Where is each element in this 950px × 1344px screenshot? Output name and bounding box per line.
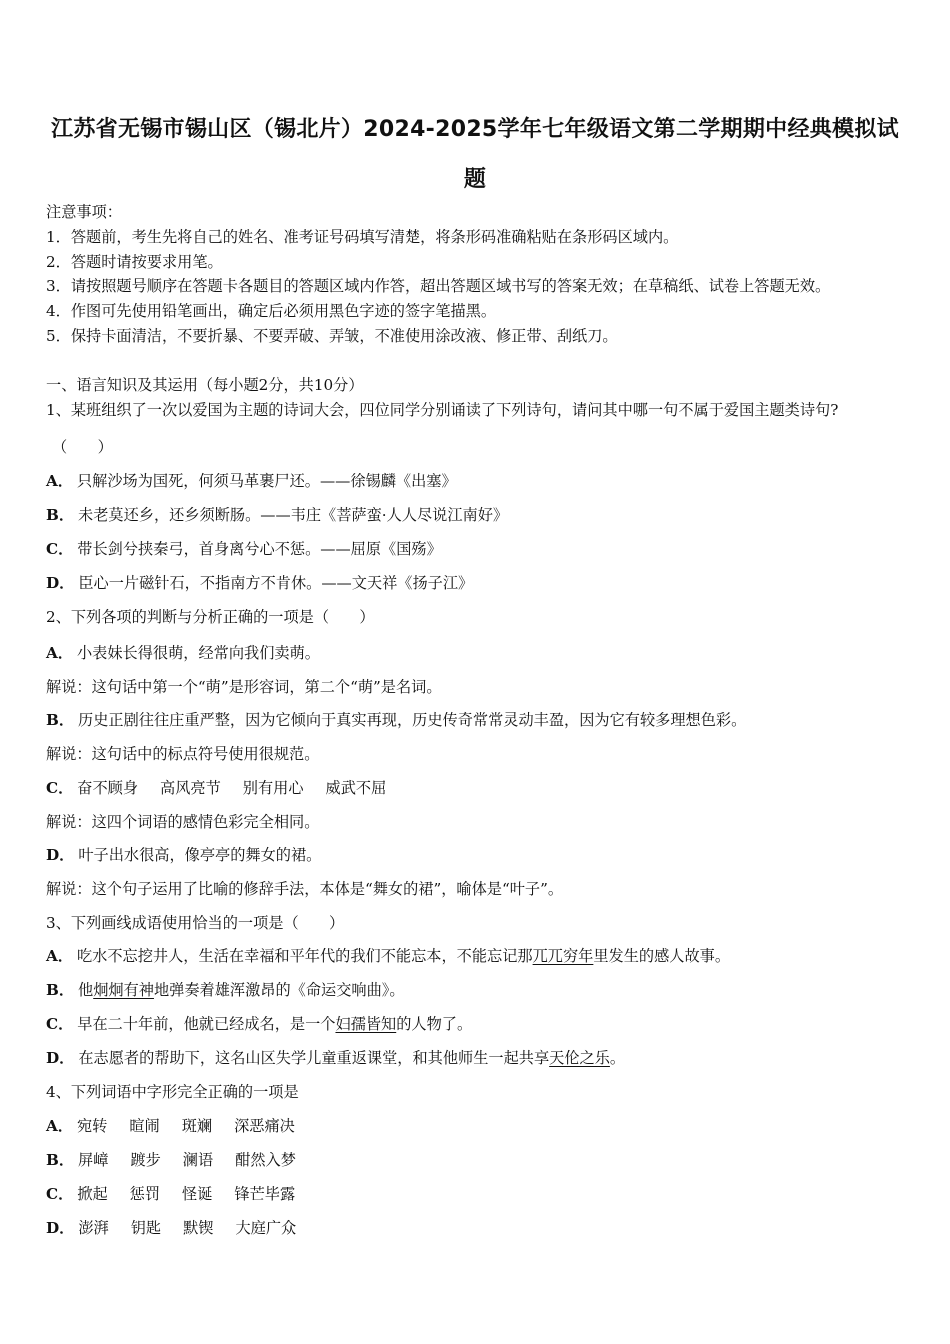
question-4-option-c: C． 掀起 惩罚 怪诞 锋芒毕露 bbox=[46, 1185, 296, 1203]
question-2-option-c: C． 奋不顾身 高风亮节 别有用心 威武不屈 bbox=[46, 779, 387, 797]
question-2-stem: 2、下列各项的判断与分析正确的一项是（ ） bbox=[46, 608, 375, 626]
question-3-stem: 3、下列画线成语使用恰当的一项是（ ） bbox=[46, 914, 345, 932]
question-1-option-c: C． 带长剑兮挟秦弓，首身离兮心不惩。——屈原《国殇》 bbox=[46, 540, 442, 558]
notice-item: 5．保持卡面清洁，不要折暴、不要弄破、弄皱，不准使用涂改液、修正带、刮纸刀。 bbox=[46, 327, 618, 345]
question-2-note-c: 解说：这四个词语的感情色彩完全相同。 bbox=[46, 813, 320, 831]
question-3-option-a: A． 吃水不忘挖井人，生活在幸福和平年代的我们不能忘本，不能忘记那兀兀穷年里发生的感人故事。 bbox=[46, 947, 731, 965]
exam-title-line1: 江苏省无锡市锡山区（锡北片）2024-2025学年七年级语文第二学期期中经典模拟试 bbox=[51, 117, 899, 142]
question-3-option-c: C． 早在二十年前，他就已经成名，是一个妇孺皆知的人物了。 bbox=[46, 1015, 473, 1033]
question-3-option-d: D． 在志愿者的帮助下，这名山区失学儿童重返课堂，和其他师生一起共享天伦之乐。 bbox=[46, 1049, 626, 1067]
notice-item: 4．作图可先使用铅笔画出，确定后必须用黑色字迹的签字笔描黑。 bbox=[46, 302, 497, 320]
question-4-option-d: D． 澎湃 钥匙 默锲 大庭广众 bbox=[46, 1219, 297, 1237]
exam-title-line2: 题 bbox=[463, 167, 487, 192]
question-2-note-d: 解说：这个句子运用了比喻的修辞手法，本体是“舞女的裙”，喻体是“叶子”。 bbox=[46, 880, 564, 898]
question-2-note-a: 解说：这句话中第一个“萌”是形容词，第二个“萌”是名词。 bbox=[46, 678, 442, 696]
question-2-option-a: A． 小表妹长得很萌，经常向我们卖萌。 bbox=[46, 644, 320, 662]
notice-item: 1．答题前，考生先将自己的姓名、准考证号码填写清楚，将条形码准确粘贴在条形码区域内。 bbox=[46, 228, 679, 246]
notice-item: 3．请按照题号顺序在答题卡各题目的答题区域内作答，超出答题区域书写的答案无效；在草稿纸、试卷上答题无效。 bbox=[46, 277, 831, 295]
section-heading: 一、语言知识及其运用（每小题2分，共10分） bbox=[46, 376, 364, 394]
question-1-blank: （ ） bbox=[52, 438, 113, 456]
question-1-option-d: D． 臣心一片磁针石，不指南方不肯休。——文天祥《扬子江》 bbox=[46, 574, 474, 592]
question-4-option-a: A． 宛转 暄闹 斑斓 深恶痛决 bbox=[46, 1117, 295, 1135]
question-4-stem: 4、下列词语中字形完全正确的一项是 bbox=[46, 1083, 299, 1101]
question-1-stem: 1、某班组织了一次以爱国为主题的诗词大会，四位同学分别诵读了下列诗句，请问其中哪一句不属于爱国主题类诗句? bbox=[46, 401, 839, 419]
question-2-note-b: 解说：这句话中的标点符号使用很规范。 bbox=[46, 745, 320, 763]
question-1-option-b: B． 未老莫还乡，还乡须断肠。——韦庄《菩萨蛮·人人尽说江南好》 bbox=[46, 506, 509, 524]
question-2-option-d: D． 叶子出水很高，像亭亭的舞女的裙。 bbox=[46, 846, 322, 864]
notice-heading: 注意事项： bbox=[46, 203, 122, 221]
question-3-option-b: B． 他炯炯有神地弹奏着雄浑激昂的《命运交响曲》。 bbox=[46, 981, 405, 999]
notice-item: 2．答题时请按要求用笔。 bbox=[46, 253, 223, 271]
question-2-option-b: B． 历史正剧往往庄重严整，因为它倾向于真实再现，历史传奇常常灵动丰盈，因为它有较多理想色彩。 bbox=[46, 711, 747, 729]
question-1-option-a: A． 只解沙场为国死，何须马革裹尸还。——徐锡麟《出塞》 bbox=[46, 472, 457, 490]
question-4-option-b: B． 屏嶂 踱步 澜语 酣然入梦 bbox=[46, 1151, 296, 1169]
